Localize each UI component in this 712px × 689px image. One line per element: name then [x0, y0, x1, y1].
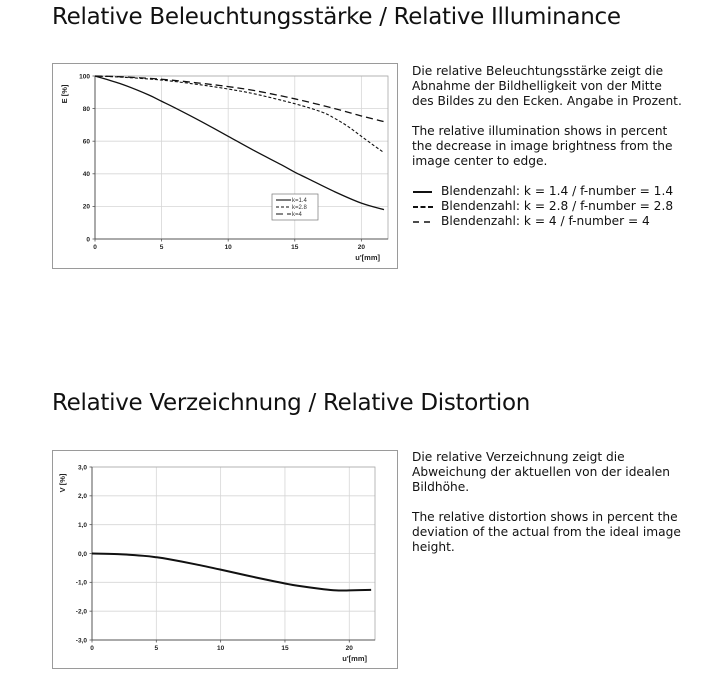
- x-tick-label: 20: [357, 244, 365, 251]
- illuminance-description-en: The relative illumination shows in percent the decrease in image brightness from the image center to edge.: [412, 124, 673, 168]
- legend-label: Blendenzahl: k = 4 / f-number = 4: [441, 214, 650, 228]
- distortion-chart-frame: [52, 450, 398, 669]
- y-tick-label: 100: [79, 73, 90, 81]
- y-tick-label: 3,0: [77, 464, 87, 472]
- illuminance-legend-list: [412, 184, 682, 229]
- plot-area-border: [95, 76, 388, 239]
- illuminance-chart: [53, 64, 397, 268]
- short-dash-line-icon: [412, 202, 436, 212]
- y-tick-label: 0,0: [77, 550, 87, 558]
- y-axis-label: E [%]: [60, 84, 69, 104]
- chart-legend-label: k=1.4: [292, 198, 307, 204]
- chart-legend: [272, 194, 318, 220]
- long-dash-line-icon: [412, 217, 436, 227]
- series-line-k-1-4: [95, 76, 384, 210]
- chart-legend-label: k=4: [292, 212, 302, 218]
- y-tick-label: 0: [86, 236, 90, 244]
- legend-row-k2-8: [412, 199, 682, 214]
- y-tick-label: 80: [82, 105, 90, 113]
- illuminance-description: [412, 64, 682, 229]
- y-tick-label: 20: [82, 203, 90, 211]
- x-axis-label: u'[mm]: [355, 253, 380, 262]
- series-line-v: [92, 554, 371, 591]
- y-tick-label: -3,0: [75, 637, 87, 645]
- x-tick-label: 5: [154, 645, 159, 652]
- x-tick-label: 10: [217, 645, 225, 652]
- x-tick-label: 0: [90, 645, 94, 652]
- legend-label: Blendenzahl: k = 2.8 / f-number = 2.8: [441, 199, 674, 213]
- y-tick-label: 60: [82, 138, 90, 146]
- legend-row-k4: [412, 214, 682, 229]
- illuminance-section-title: Relative Beleuchtungsstärke / Relative Illuminance: [52, 4, 621, 30]
- x-tick-label: 5: [159, 244, 164, 251]
- y-tick-label: 1,0: [77, 521, 87, 529]
- x-tick-label: 20: [345, 645, 353, 652]
- distortion-description-de: Die relative Verzeichnung zeigt die Abweichung der aktuellen von der idealen Bildhöhe.: [412, 450, 671, 494]
- distortion-description: [412, 450, 682, 570]
- illuminance-chart-frame: [52, 63, 398, 269]
- distortion-description-en: The relative distortion shows in percent the deviation of the actual from the ideal image height.: [412, 510, 681, 554]
- solid-line-icon: [412, 187, 436, 197]
- x-tick-label: 0: [93, 244, 97, 251]
- x-tick-label: 10: [224, 244, 232, 251]
- illuminance-description-de: Die relative Beleuchtungsstärke zeigt die Abnahme der Bildhelligkeit von der Mitte des Bildes zu den Ecken. Angabe in Prozent.: [412, 64, 682, 108]
- distortion-chart: [53, 451, 397, 668]
- distortion-section-title: Relative Verzeichnung / Relative Distortion: [52, 390, 531, 416]
- x-axis-label: u'[mm]: [342, 654, 367, 663]
- y-tick-label: 40: [82, 171, 90, 179]
- series-line-k-4: [95, 76, 384, 122]
- x-tick-label: 15: [281, 645, 289, 652]
- y-axis-label: V [%]: [58, 473, 67, 493]
- y-tick-label: -1,0: [75, 579, 87, 587]
- y-tick-label: 2,0: [77, 493, 87, 501]
- legend-row-k1-4: [412, 184, 682, 199]
- legend-label: Blendenzahl: k = 1.4 / f-number = 1.4: [441, 184, 674, 198]
- chart-legend-label: k=2.8: [292, 205, 307, 211]
- x-tick-label: 15: [291, 244, 299, 251]
- y-tick-label: -2,0: [75, 608, 87, 616]
